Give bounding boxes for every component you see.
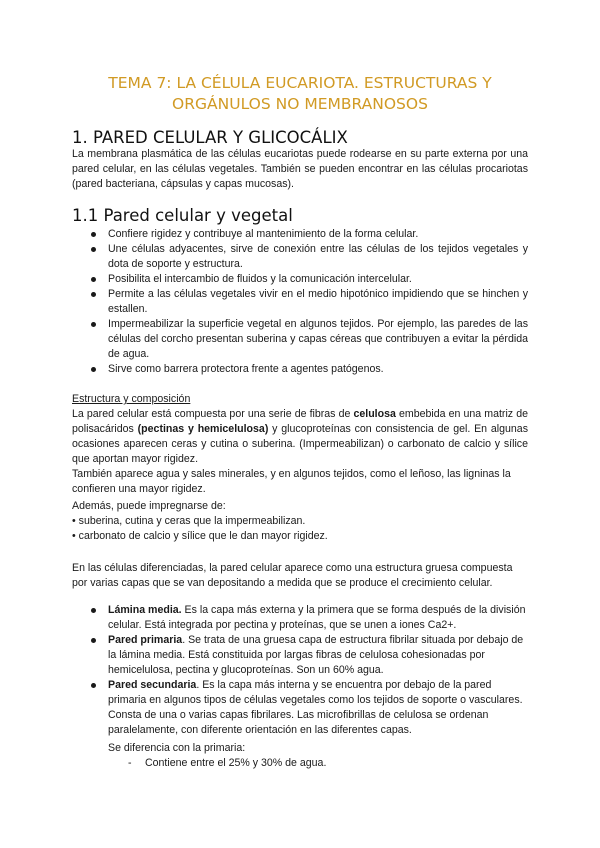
- list-item: [88, 633, 528, 678]
- layer-term: Pared secundaria: [108, 679, 197, 691]
- layer-term: Lámina media.: [108, 604, 182, 616]
- sub-item-text: Contiene entre el 25% y 30% de agua.: [145, 757, 327, 769]
- pectins-term: (pectinas y hemicelulosa): [137, 423, 269, 435]
- composition-text-a: La pared celular está compuesta por una serie de fibras de: [72, 408, 354, 420]
- composition-paragraph-1: [72, 407, 528, 467]
- layer-text: . Se trata de una gruesa capa de estructura fibrilar situada por debajo de la lámina media. Está constituida por largas fibras de celulosa cohesionadas por hemicelulosa, pectina y glucoproteínas. Son un 60% agua.: [108, 634, 524, 676]
- list-item: Confiere rigidez y contribuye al mantenimiento de la forma celular.: [88, 227, 528, 242]
- differs-label: Se diferencia con la primaria:: [108, 742, 246, 754]
- list-item: [88, 603, 528, 633]
- layers-bullet-list: [88, 603, 528, 738]
- section-1-heading: 1. PARED CELULAR Y GLICOCÁLIX: [72, 128, 348, 147]
- composition-paragraph-2: También aparece agua y sales minerales, y en algunos tejidos, como el leñoso, las ligninas la confieren una mayor rigidez.: [72, 468, 511, 495]
- list-item: Permite a las células vegetales vivir en el medio hipotónico impidiendo que se hinchen y estallen.: [88, 287, 528, 317]
- differentiated-intro: En las células diferenciadas, la pared celular aparece como una estructura gruesa compuesta por varias capas que se van depositando a medida que se produce el crecimiento celular.: [72, 562, 513, 589]
- layer-text: . Es la capa más interna y se encuentra por debajo de la pared primaria en algunos tipos de células vegetales como los tejidos de soporte o vasculares. Consta de una o varias capas fibrilares. Las microfibrillas de celulosa se ordenan paralelamente, con diferente orientación en las diferentes capas.: [108, 679, 523, 736]
- composition-paragraph-5: • carbonato de calcio y sílice que le dan mayor rigidez.: [72, 530, 328, 542]
- composition-subheading: Estructura y composición: [72, 393, 191, 405]
- dash-marker: -: [128, 757, 132, 769]
- layer-text: Es la capa más externa y la primera que se forma después de la división celular. Está integrada por pectina y proteínas, que se unen a iones Ca2+.: [108, 604, 526, 631]
- layer-term: Pared primaria: [108, 634, 183, 646]
- composition-text-c: embebida en una matriz de polisacáridos: [72, 408, 528, 435]
- list-item: Une células adyacentes, sirve de conexión entre las células de los tejidos vegetales y dota de soporte y estructura.: [88, 242, 528, 272]
- composition-paragraph-4: • suberina, cutina y ceras que la impermeabilizan.: [72, 515, 306, 527]
- list-item: [88, 678, 528, 738]
- section-1-1-heading: 1.1 Pared celular y vegetal: [72, 206, 293, 225]
- list-item: Posibilita el intercambio de fluidos y la comunicación intercelular.: [88, 272, 528, 287]
- list-item: Sirve como barrera protectora frente a agentes patógenos.: [88, 362, 528, 377]
- title-line-2: ORGÁNULOS NO MEMBRANOSOS: [172, 95, 428, 113]
- title-line-1: TEMA 7: LA CÉLULA EUCARIOTA. ESTRUCTURAS Y: [108, 74, 492, 92]
- cellulose-term: celulosa: [353, 408, 396, 420]
- document-title: [72, 73, 528, 115]
- composition-paragraph-3: Además, puede impregnarse de:: [72, 500, 226, 512]
- list-item: Impermeabilizar la superficie vegetal en algunos tejidos. Por ejemplo, las paredes de las células del corcho presentan suberina y capas céreas que contribuyen a evitar la pérdida de agua.: [88, 317, 528, 362]
- composition-text-e: y glucoproteínas con consistencia de gel. En algunas ocasiones aparecen ceras y cutina o suberina. (Impermeabilizan) o carbonato de calcio y sílice que aportan mayor rigidez.: [72, 423, 528, 465]
- section-1-paragraph: La membrana plasmática de las células eucariotas puede rodearse en su parte externa por una pared celular, en las células vegetales. También se pueden encontrar en las células procariotas (pared bacteriana, cápsulas y capas mucosas).: [72, 148, 528, 190]
- function-bullet-list: [88, 227, 528, 377]
